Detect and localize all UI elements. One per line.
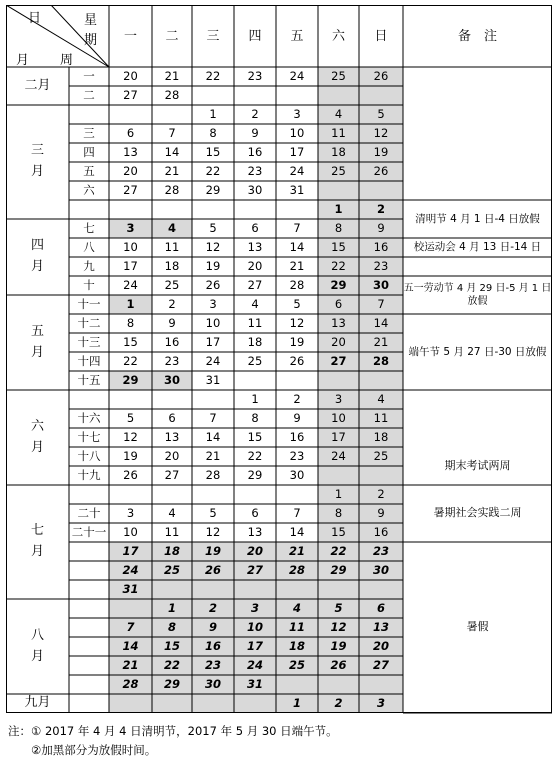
day-cell: 28 (205, 467, 221, 482)
day-cell: 25 (247, 353, 263, 368)
day-cell: 4 (334, 106, 343, 121)
day-cell: 15 (331, 524, 346, 539)
day-cell: 29 (163, 676, 180, 691)
month-label (6, 694, 69, 713)
day-cell: 25 (163, 562, 180, 577)
day-cell: 6 (168, 410, 176, 425)
day-cell: 29 (122, 372, 139, 387)
day-cell: 12 (205, 239, 221, 254)
day-cell: 5 (293, 296, 301, 311)
day-cell: 1 (251, 391, 259, 406)
day-cell: 18 (331, 144, 346, 159)
day-cell: 21 (373, 334, 389, 349)
day-cell: 4 (251, 296, 259, 311)
day-cell: 23 (372, 543, 389, 558)
week-number: 十九 (77, 467, 101, 482)
day-cell: 9 (377, 220, 385, 235)
day-cell: 15 (123, 334, 138, 349)
day-cell: 26 (373, 68, 389, 83)
day-cell: 25 (331, 68, 346, 83)
weekday-header: 日 (374, 28, 388, 44)
month-label-text: 月 (30, 439, 44, 455)
day-cell: 18 (288, 638, 305, 653)
corner-month-label: 月 (16, 53, 30, 68)
remarks-header: 备 注 (457, 28, 497, 44)
day-cell: 22 (331, 258, 346, 273)
month-label-text: 八 (30, 627, 44, 643)
day-cell: 21 (164, 163, 180, 178)
day-cell: 23 (247, 163, 263, 178)
month-label-text: 四 (30, 238, 44, 254)
day-cell: 28 (372, 353, 389, 368)
school-calendar-table (6, 5, 552, 719)
remark-note: 暑假 (466, 620, 489, 634)
day-cell: 7 (293, 505, 301, 520)
day-cell: 19 (205, 258, 221, 273)
day-cell: 31 (246, 676, 263, 691)
corner-week-label: 周 (60, 53, 74, 68)
holiday-shade (318, 371, 359, 390)
day-cell: 27 (372, 657, 389, 672)
day-cell: 27 (330, 353, 347, 368)
day-cell: 27 (246, 562, 263, 577)
day-cell: 11 (164, 524, 180, 539)
day-cell: 26 (330, 657, 347, 672)
day-cell: 15 (331, 239, 346, 254)
week-number: 十五 (77, 372, 101, 387)
week-number: 八 (83, 239, 95, 254)
day-cell: 25 (164, 277, 180, 292)
day-cell: 25 (373, 448, 389, 463)
day-cell: 30 (289, 467, 305, 482)
day-cell: 31 (205, 372, 221, 387)
day-cell: 10 (123, 239, 138, 254)
day-cell: 5 (209, 220, 217, 235)
month-label-text: 月 (30, 648, 44, 664)
holiday-shade (318, 86, 359, 105)
day-cell: 26 (204, 562, 221, 577)
day-cell: 25 (288, 657, 305, 672)
holiday-shade (318, 675, 359, 694)
weekday-header: 三 (206, 28, 220, 44)
day-cell: 8 (167, 619, 176, 634)
day-cell: 29 (205, 182, 221, 197)
day-cell: 2 (251, 106, 259, 121)
holiday-shade (192, 580, 234, 599)
week-number: 十二 (77, 315, 101, 330)
day-cell: 27 (247, 277, 263, 292)
day-cell: 7 (377, 296, 385, 311)
day-cell: 28 (122, 676, 139, 691)
day-cell: 7 (209, 410, 217, 425)
day-cell: 18 (373, 429, 389, 444)
month-label (6, 67, 69, 105)
holiday-shade (276, 675, 318, 694)
day-cell: 11 (331, 125, 346, 140)
day-cell: 26 (289, 353, 305, 368)
day-cell: 23 (204, 657, 221, 672)
day-cell: 10 (289, 125, 305, 140)
day-cell: 6 (334, 296, 343, 311)
month-label-text: 九月 (24, 695, 51, 711)
day-cell: 1 (167, 600, 176, 615)
day-cell: 3 (376, 695, 385, 710)
footnotes (8, 722, 338, 760)
day-cell: 4 (168, 505, 176, 520)
day-cell: 14 (205, 429, 221, 444)
day-cell: 24 (331, 448, 346, 463)
day-cell: 8 (334, 505, 343, 520)
day-cell: 2 (376, 201, 385, 216)
day-cell: 13 (123, 144, 138, 159)
month-label (6, 105, 69, 219)
day-cell: 3 (126, 505, 135, 520)
remark-note (403, 276, 552, 314)
day-cell: 13 (247, 524, 263, 539)
day-cell: 12 (205, 524, 221, 539)
day-cell: 2 (168, 296, 176, 311)
corner-weekday-label-2: 期 (84, 33, 98, 48)
corner-weekday-label-1: 星 (84, 13, 98, 28)
day-cell: 7 (126, 619, 135, 634)
day-cell: 4 (292, 600, 301, 615)
day-cell: 20 (123, 163, 138, 178)
day-cell: 23 (164, 353, 180, 368)
day-cell: 28 (288, 562, 305, 577)
day-cell: 10 (331, 410, 346, 425)
week-number: 十四 (77, 353, 101, 368)
week-number: 四 (83, 144, 95, 159)
day-cell: 18 (164, 258, 180, 273)
day-cell: 12 (289, 315, 305, 330)
day-cell: 8 (209, 125, 217, 140)
day-cell: 18 (247, 334, 263, 349)
day-cell: 5 (377, 106, 385, 121)
weekday-header: 六 (331, 28, 345, 44)
day-cell: 16 (289, 429, 305, 444)
remark-note: 清明节 4 月 1 日-4 日放假 (415, 212, 540, 225)
day-cell: 24 (289, 68, 305, 83)
day-cell: 11 (164, 239, 180, 254)
day-cell: 15 (247, 429, 263, 444)
day-cell: 9 (168, 315, 176, 330)
weekday-header: 四 (248, 28, 262, 44)
day-cell: 10 (205, 315, 221, 330)
day-cell: 6 (376, 600, 385, 615)
month-label-text: 月 (30, 544, 44, 559)
day-cell: 3 (293, 106, 301, 121)
day-cell: 26 (205, 277, 221, 292)
day-cell: 6 (251, 505, 259, 520)
day-cell: 30 (204, 676, 221, 691)
day-cell: 6 (126, 125, 135, 140)
week-number: 十八 (77, 448, 101, 463)
day-cell: 19 (289, 334, 305, 349)
day-cell: 23 (373, 258, 389, 273)
day-cell: 18 (163, 543, 180, 558)
day-cell: 4 (167, 220, 176, 235)
week-number: 十一 (77, 296, 101, 311)
remark-note: 端午节 5 月 27 日-30 日放假 (408, 345, 547, 358)
day-cell: 3 (334, 391, 343, 406)
day-cell: 8 (126, 315, 135, 330)
day-cell: 10 (123, 524, 138, 539)
day-cell: 11 (288, 619, 305, 634)
week-number: 七 (83, 220, 95, 235)
day-cell: 17 (205, 334, 221, 349)
holiday-shade (234, 580, 276, 599)
day-cell: 12 (373, 125, 389, 140)
day-cell: 17 (123, 258, 138, 273)
day-cell: 21 (122, 657, 139, 672)
month-label-text: 月 (30, 259, 44, 274)
day-cell: 17 (289, 144, 305, 159)
day-cell: 22 (247, 448, 263, 463)
day-cell: 20 (164, 448, 180, 463)
day-cell: 20 (372, 638, 389, 653)
day-cell: 7 (293, 220, 301, 235)
month-label-text: 二月 (24, 77, 51, 93)
day-cell: 26 (373, 163, 389, 178)
week-number: 一 (83, 68, 95, 83)
day-cell: 3 (250, 600, 259, 615)
holiday-shade (359, 86, 403, 105)
corner-day-label: 日 (28, 11, 42, 26)
day-cell: 30 (163, 372, 180, 387)
day-cell: 25 (331, 163, 346, 178)
day-cell: 17 (122, 543, 139, 558)
week-number: 五 (83, 163, 95, 178)
day-cell: 21 (205, 448, 221, 463)
week-number: 十六 (77, 410, 101, 425)
footnote-2: ②加黑部分为放假时间。 (8, 743, 157, 757)
day-cell: 31 (122, 581, 139, 596)
day-cell: 16 (247, 144, 263, 159)
day-cell: 2 (293, 391, 301, 406)
day-cell: 26 (123, 467, 138, 482)
holiday-shade (276, 580, 318, 599)
holiday-shade (192, 694, 234, 713)
day-cell: 16 (373, 524, 389, 539)
holiday-shade (109, 599, 152, 618)
holiday-shade (318, 466, 359, 485)
day-cell: 2 (208, 600, 217, 615)
day-cell: 27 (123, 87, 138, 102)
day-cell: 23 (289, 448, 305, 463)
holiday-shade (318, 181, 359, 200)
day-cell: 9 (251, 125, 259, 140)
month-label-text: 五 (30, 323, 44, 339)
day-cell: 10 (246, 619, 263, 634)
day-cell: 24 (122, 562, 139, 577)
day-cell: 22 (205, 68, 221, 83)
remark-note: 校运动会 4 月 13 日-14 日 (413, 241, 542, 254)
day-cell: 24 (246, 657, 263, 672)
month-label-text: 三 (30, 143, 44, 159)
day-cell: 8 (334, 220, 343, 235)
week-number: 九 (83, 258, 95, 273)
remark-note-line: 放假 (467, 296, 488, 307)
day-cell: 30 (247, 182, 263, 197)
footnote-1: 注：① 2017 年 4 月 4 日清明节，2017 年 5 月 30 日端午节。 (8, 724, 338, 738)
month-label (6, 390, 69, 485)
day-cell: 19 (204, 543, 221, 558)
day-cell: 7 (168, 125, 176, 140)
month-label (6, 599, 69, 694)
day-cell: 17 (331, 429, 346, 444)
day-cell: 19 (373, 144, 389, 159)
day-cell: 19 (123, 448, 138, 463)
day-cell: 27 (123, 182, 138, 197)
day-cell: 1 (209, 106, 217, 121)
remark-note: 暑期社会实践二周 (433, 506, 522, 520)
day-cell: 14 (122, 638, 139, 653)
day-cell: 24 (123, 277, 138, 292)
day-cell: 17 (246, 638, 263, 653)
holiday-shade (109, 694, 152, 713)
holiday-shade (359, 181, 403, 200)
remark-note-line: 五一劳动节 4 月 29 日-5 月 1 日 (403, 282, 552, 294)
day-cell: 14 (164, 144, 180, 159)
day-cell: 5 (126, 410, 135, 425)
week-number: 二 (83, 87, 95, 102)
day-cell: 21 (288, 543, 305, 558)
day-cell: 28 (164, 87, 180, 102)
day-cell: 20 (247, 258, 263, 273)
day-cell: 11 (247, 315, 263, 330)
day-cell: 29 (247, 467, 263, 482)
day-cell: 14 (289, 524, 305, 539)
day-cell: 23 (247, 68, 263, 83)
day-cell: 4 (377, 391, 385, 406)
day-cell: 1 (292, 695, 301, 710)
day-cell: 28 (164, 182, 180, 197)
day-cell: 5 (209, 505, 217, 520)
day-cell: 20 (331, 334, 346, 349)
day-cell: 15 (205, 144, 221, 159)
day-cell: 19 (330, 638, 347, 653)
day-cell: 14 (373, 315, 389, 330)
day-cell: 20 (246, 543, 263, 558)
day-cell: 16 (164, 334, 180, 349)
holiday-shade (359, 371, 403, 390)
day-cell: 29 (330, 562, 347, 577)
day-cell: 13 (247, 239, 263, 254)
weekday-header: 一 (123, 28, 137, 44)
week-number: 二十 (77, 505, 101, 520)
holiday-shade (234, 694, 276, 713)
day-cell: 16 (204, 638, 221, 653)
weekday-header: 二 (165, 28, 179, 44)
day-cell: 3 (126, 220, 135, 235)
holiday-shade (318, 580, 359, 599)
day-cell: 24 (289, 163, 305, 178)
day-cell: 22 (205, 163, 221, 178)
day-cell: 28 (289, 277, 305, 292)
day-cell: 8 (251, 410, 259, 425)
day-cell: 2 (377, 486, 385, 501)
holiday-shade (359, 466, 403, 485)
month-label-text: 七 (30, 523, 44, 539)
day-cell: 12 (123, 429, 138, 444)
day-cell: 24 (205, 353, 221, 368)
holiday-shade (359, 580, 403, 599)
day-cell: 6 (251, 220, 259, 235)
day-cell: 22 (163, 657, 180, 672)
day-cell: 12 (330, 619, 347, 634)
week-number: 三 (83, 125, 95, 140)
week-number: 十七 (77, 429, 101, 444)
day-cell: 31 (289, 182, 305, 197)
holiday-shade (359, 675, 403, 694)
day-cell: 22 (123, 353, 138, 368)
day-cell: 13 (164, 429, 180, 444)
day-cell: 29 (330, 277, 347, 292)
holiday-shade (152, 694, 192, 713)
month-label-text: 六 (30, 418, 44, 434)
day-cell: 2 (334, 695, 343, 710)
week-number: 十 (83, 277, 95, 292)
day-cell: 1 (126, 296, 135, 311)
day-cell: 9 (377, 505, 385, 520)
day-cell: 16 (373, 239, 389, 254)
day-cell: 9 (208, 619, 217, 634)
day-cell: 13 (331, 315, 346, 330)
day-cell: 5 (334, 600, 343, 615)
day-cell: 9 (293, 410, 301, 425)
month-label-text: 月 (30, 164, 44, 179)
day-cell: 3 (209, 296, 217, 311)
day-cell: 22 (330, 543, 347, 558)
day-cell: 13 (372, 619, 389, 634)
week-number: 六 (83, 182, 95, 197)
day-cell: 21 (289, 258, 305, 273)
week-number: 十三 (77, 334, 101, 349)
remark-note: 期末考试两周 (444, 458, 511, 472)
weekday-header: 五 (290, 28, 304, 44)
day-cell: 14 (289, 239, 305, 254)
month-label-text: 月 (30, 344, 44, 360)
day-cell: 1 (334, 486, 343, 501)
day-cell: 30 (372, 277, 389, 292)
day-cell: 20 (123, 68, 138, 83)
month-label (6, 295, 69, 390)
day-cell: 1 (334, 201, 343, 216)
month-label (6, 485, 69, 599)
day-cell: 21 (164, 68, 180, 83)
week-number: 二十一 (71, 524, 107, 539)
day-cell: 27 (164, 467, 180, 482)
day-cell: 30 (372, 562, 389, 577)
day-cell: 11 (373, 410, 389, 425)
day-cell: 15 (163, 638, 180, 653)
holiday-shade (152, 580, 192, 599)
month-label (6, 219, 69, 295)
